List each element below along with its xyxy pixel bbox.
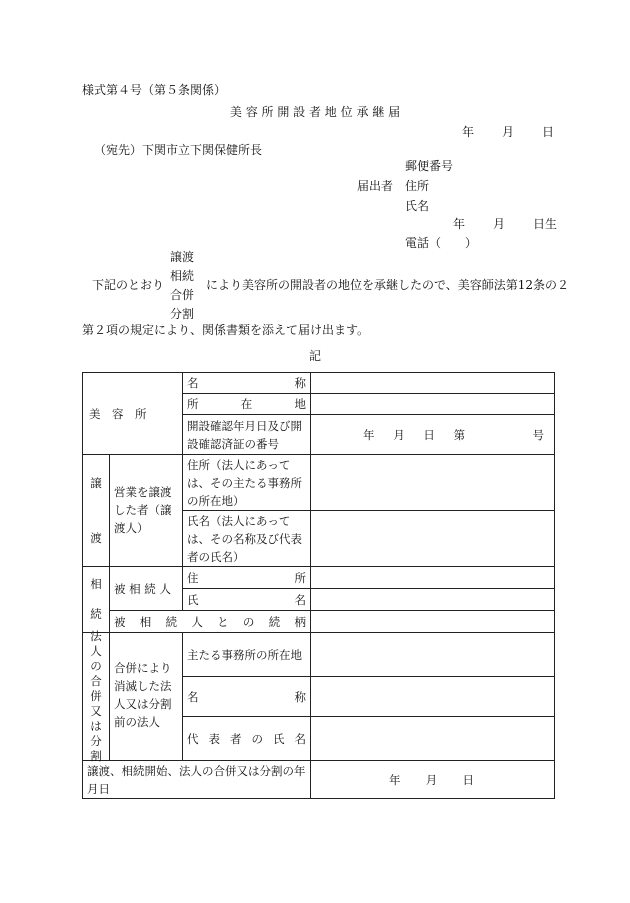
salon-name-field[interactable]: [311, 373, 555, 394]
transfer-section-label: 譲 渡: [83, 455, 110, 567]
merger-name-label: 名 称: [183, 677, 311, 717]
salon-location-field[interactable]: [311, 394, 555, 415]
name-label: 氏名: [405, 199, 430, 213]
salon-location-label: 所 在 地: [183, 394, 311, 415]
inheritance-section-label: 相 続: [83, 567, 110, 633]
transferor-label: 営業を譲渡した者（譲渡人）: [110, 455, 183, 567]
transferor-address-label: 住所（法人にあっては、その主たる事務所の所在地）: [183, 455, 311, 511]
decedent-address-label: 住 所: [183, 567, 311, 589]
relation-field[interactable]: [311, 611, 555, 633]
ki-label: 記: [308, 349, 321, 363]
form-title: 美 容 所 開 設 者 地 位 承 継 届: [229, 105, 401, 119]
event-date-field[interactable]: 年 月 日: [311, 761, 555, 799]
form-number: 様式第４号（第５条関係）: [82, 83, 227, 97]
decedent-name-label: 氏 名: [183, 589, 311, 611]
merger-rep-field[interactable]: [311, 717, 555, 761]
dissolved-corporation-label: 合併により消滅した法人又は分割前の法人: [110, 633, 183, 761]
decedent-label: 被 相 続 人: [110, 567, 183, 611]
body-text-line1: により美容所の開設者の地位を承継したので、美容師法第12条の２: [206, 278, 570, 292]
merger-name-field[interactable]: [311, 677, 555, 717]
decedent-address-field[interactable]: [311, 567, 555, 589]
salon-section-label: 美 容 所: [83, 373, 183, 455]
salon-cert-field[interactable]: 年 月 日 第 号: [311, 415, 555, 455]
address-label: 住所: [405, 179, 430, 193]
relation-label: 被 相 続 人 と の 続 柄: [110, 611, 311, 633]
applicant-label: 届出者: [357, 179, 394, 193]
transferor-name-field[interactable]: [311, 511, 555, 567]
decedent-name-field[interactable]: [311, 589, 555, 611]
event-date-label: 譲渡、相続開始、法人の合併又は分割の年月日: [83, 761, 311, 799]
phone-label: 電話（ ）: [405, 236, 478, 250]
submission-date: 年 月 日: [462, 125, 555, 139]
merger-section-label: 法 人 の 合 併 又 は 分 割: [83, 633, 110, 761]
addressee: （宛先）下関市立下関保健所長: [94, 143, 263, 157]
transferor-address-field[interactable]: [311, 455, 555, 511]
body-text-line2: 第２項の規定により、関係書類を添えて届け出ます。: [82, 323, 370, 337]
merger-office-field[interactable]: [311, 633, 555, 677]
merger-office-label: 主たる事務所の所在地: [183, 633, 311, 677]
intro-text: 下記のとおり: [92, 278, 165, 292]
merger-rep-label: 代 表 者 の 氏 名: [183, 717, 311, 761]
postal-code-label: 郵便番号: [405, 159, 454, 173]
birth-date: 年 月 日生: [453, 217, 558, 231]
salon-name-label: 名 称: [183, 373, 311, 394]
succession-type-options: 譲渡 相続 合併 分割: [170, 250, 195, 321]
succession-form-table: [82, 372, 555, 799]
transferor-name-label: 氏名（法人にあっては、その名称及び代表者の氏名）: [183, 511, 311, 567]
salon-cert-label: 開設確認年月日及び開設確認済証の番号: [183, 415, 311, 455]
